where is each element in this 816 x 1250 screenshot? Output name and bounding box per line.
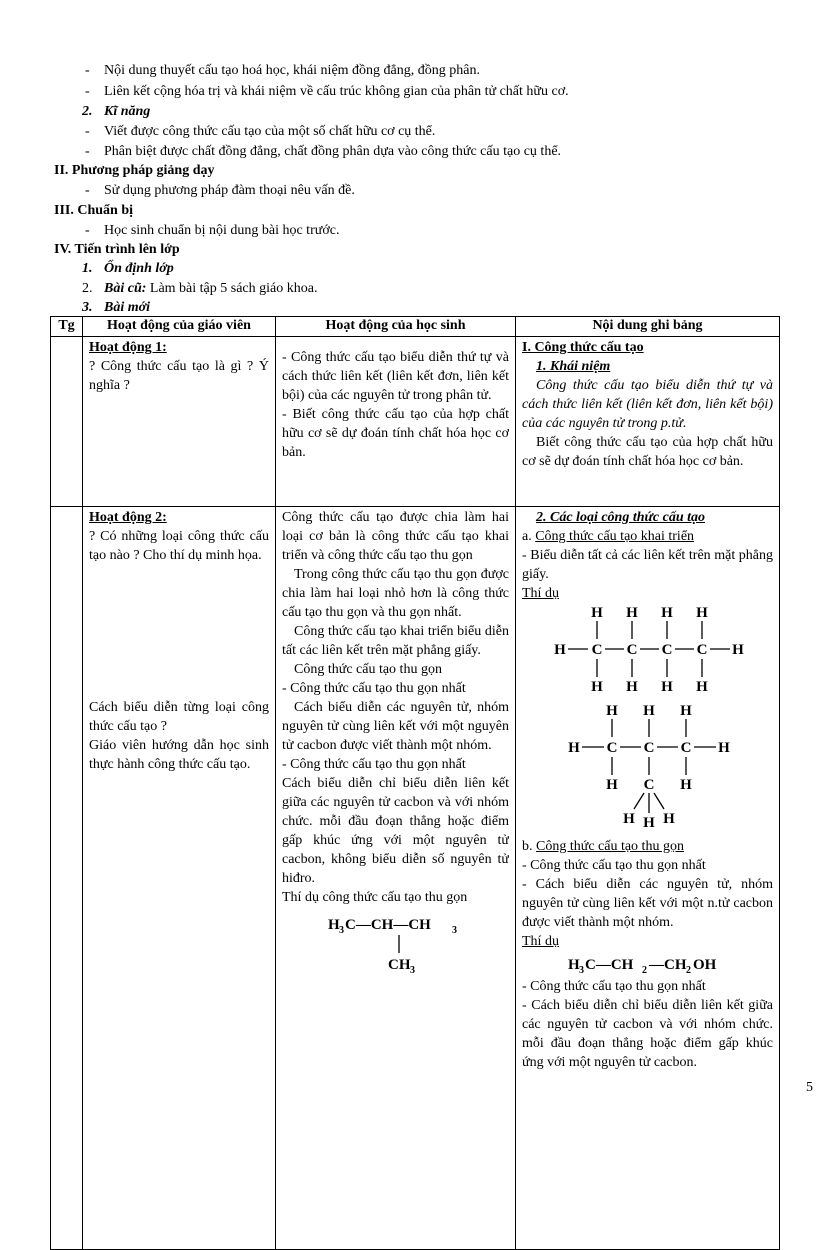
hydrogen-atom: H — [696, 679, 708, 695]
carbon-atom: C — [591, 642, 603, 658]
student-answer: Công thức cấu tạo khai triển biểu diễn tất các liên kết trên mặt phẳng giấy. — [282, 624, 509, 658]
carbon-atom: C — [661, 642, 673, 658]
hydrogen-atom: H — [718, 740, 730, 756]
formula-h: H — [568, 957, 580, 973]
board-paragraph: - Cách biểu diễn chỉ biểu diễn liên kết giữa các nguyên tử cacbon và với nhóm chức. mỗi đầu đoạn thẳng hoặc điểm gấp khúc ứng với một nguyên tử cacbon. — [522, 998, 773, 1070]
hydrogen-atom: H — [643, 703, 655, 719]
formula-main: —CH — [649, 957, 687, 973]
section-heading: II. Phương pháp giảng dạy — [54, 163, 215, 178]
step-title: Ổn định lớp — [104, 261, 174, 276]
intro-line: Liên kết cộng hóa trị và khái niệm về cấu trúc không gian của phân tử chất hữu cơ. — [104, 84, 569, 99]
bullet-dash: - — [85, 124, 90, 139]
step-title — [104, 279, 317, 298]
column-header: Hoạt động của học sinh — [276, 317, 516, 337]
hydrogen-atom: H — [663, 811, 675, 827]
student-answer: - Công thức cấu tạo thu gọn nhất — [282, 681, 466, 696]
example-label: Thí dụ — [522, 934, 559, 949]
hydrogen-atom: H — [626, 679, 638, 695]
time-cell — [51, 337, 83, 507]
formula-oh: OH — [693, 957, 717, 973]
isobutane-svg — [282, 907, 508, 977]
hydrogen-atom: H — [623, 811, 635, 827]
formula-subscript: 2 — [686, 965, 691, 976]
hydrogen-atom: H — [626, 605, 638, 621]
section-heading: III. Chuẩn bị — [54, 203, 133, 218]
board-item-prefix: b. — [522, 839, 536, 854]
teacher-question: Cách biểu diễn từng loại công thức cấu tạo ? — [89, 700, 269, 734]
hydrogen-atom: H — [606, 777, 618, 793]
skills-number: 2. — [82, 104, 93, 119]
hydrogen-atom: H — [661, 679, 673, 695]
intro-line: Viết được công thức cấu tạo của một số chất hữu cơ cụ thể. — [104, 124, 436, 139]
hydrogen-atom: H — [568, 740, 580, 756]
intro-line: Sử dụng phương pháp đàm thoại nêu vấn đề. — [104, 183, 355, 198]
carbon-atom: C — [680, 740, 692, 756]
board-subtitle — [522, 508, 773, 527]
carbon-atom: C — [696, 642, 708, 658]
hydrogen-atom: H — [732, 642, 744, 658]
student-answer: - Công thức cấu tạo thu gọn nhất — [282, 757, 466, 772]
student-cell — [276, 337, 516, 507]
board-item — [522, 837, 773, 856]
student-answer: Trong công thức cấu tạo thu gọn được chia làm hai loại nhỏ hơn là công thức cấu tạo thu gọn và thu gọn nhất. — [282, 567, 509, 620]
formula-subscript: 2 — [642, 965, 647, 976]
teacher-question: ? Có những loại công thức cấu tạo nào ? Cho thí dụ minh họa. — [89, 529, 269, 563]
bond-line — [654, 793, 664, 809]
skills-heading: Kĩ năng — [104, 104, 151, 119]
bullet-dash: - — [85, 144, 90, 159]
hydrogen-atom: H — [554, 642, 566, 658]
activity-title: Hoạt động 1: — [89, 340, 167, 355]
hydrogen-atom: H — [680, 703, 692, 719]
student-answer: Công thức cấu tạo thu gọn — [294, 662, 442, 677]
board-paragraph: - Công thức cấu tạo thu gọn nhất — [522, 979, 706, 994]
formula-subscript: 3 — [410, 965, 415, 976]
table-row — [51, 507, 780, 1250]
isobutane-expanded-svg — [522, 699, 773, 837]
intro-line: Nội dung thuyết cấu tạo hoá học, khái niệm đồng đẳng, đồng phân. — [104, 63, 480, 78]
hydrogen-atom: H — [661, 605, 673, 621]
column-header: Nội dung ghi bảng — [516, 317, 780, 337]
table-row — [51, 337, 780, 507]
isobutane-structural-formula — [522, 699, 773, 837]
hydrogen-atom: H — [591, 605, 603, 621]
formula-subscript: 3 — [339, 925, 344, 936]
board-section-title: I. Công thức cấu tạo — [522, 340, 644, 355]
carbon-atom: C — [643, 740, 655, 756]
example-label: Thí dụ — [522, 586, 559, 601]
intro-line: Học sinh chuẩn bị nội dung bài học trước. — [104, 223, 340, 238]
student-answer: Thí dụ công thức cấu tạo thu gọn — [282, 890, 468, 905]
hydrogen-atom: H — [680, 777, 692, 793]
board-paragraph: Biết công thức cấu tạo của hợp chất hữu cơ sẽ dự đoán tính chất hóa học cơ bản. — [522, 435, 773, 469]
formula-h: H — [328, 917, 340, 933]
carbon-atom: C — [643, 777, 655, 793]
board-item — [522, 527, 773, 546]
propanol-svg — [522, 951, 773, 977]
board-subtitle-text: 1. Khái niệm — [536, 359, 611, 374]
board-item-title: Công thức cấu tạo khai triển — [535, 529, 695, 544]
board-cell — [516, 507, 780, 1250]
student-answer: Cách biểu diễn các nguyên tử, nhóm nguyên tử cùng liên kết với một nguyên tử cacbon được viết thành một nhóm. — [282, 700, 509, 753]
formula-main: C—CH — [585, 957, 634, 973]
board-paragraph: - Cách biểu diễn các nguyên tử, nhóm nguyên tử cùng liên kết với một n.tử cacbon được viết thành một nhóm. — [522, 877, 773, 930]
board-paragraph: - Công thức cấu tạo thu gọn nhất — [522, 858, 706, 873]
butane-structural-formula — [522, 603, 773, 699]
propanol-formula — [522, 951, 773, 977]
teacher-question: ? Công thức cấu tạo là gì ? Ý nghĩa ? — [89, 359, 269, 393]
column-header: Hoạt động của giáo viên — [83, 317, 276, 337]
formula-branch: CH — [388, 957, 411, 973]
board-definition: Công thức cấu tạo biểu diễn thứ tự và cách thức liên kết (liên kết đơn, liên kết bội) của các nguyên tử trong p.tử. — [522, 378, 773, 431]
board-subtitle-text: 2. Các loại công thức cấu tạo — [536, 510, 705, 525]
student-answer: - Công thức cấu tạo biểu diễn thứ tự và cách thức liên kết (liên kết đơn, liên kết bội) của các nguyên tử trong phân tử. — [282, 350, 509, 403]
student-cell — [276, 507, 516, 1250]
formula-main: C—CH—CH — [345, 917, 431, 933]
student-answer: - Biết công thức cấu tạo của hợp chất hữu cơ sẽ dự đoán tính chất hóa học cơ bản. — [282, 407, 509, 460]
formula-subscript: 3 — [579, 965, 584, 976]
carbon-atom: C — [626, 642, 638, 658]
hydrogen-atom: H — [696, 605, 708, 621]
hydrogen-atom: H — [606, 703, 618, 719]
board-item-title: Công thức cấu tạo thu gọn — [536, 839, 684, 854]
hydrogen-atom: H — [643, 815, 655, 831]
bullet-dash: - — [85, 63, 90, 78]
student-answer: Công thức cấu tạo được chia làm hai loại cơ bản là công thức cấu tạo khai triển và công thức cấu tạo thu gọn — [282, 510, 509, 563]
hydrogen-atom: H — [591, 679, 603, 695]
lesson-table — [50, 316, 780, 1250]
bond-line — [634, 793, 644, 809]
teacher-cell — [83, 507, 276, 1250]
intro-line: Phân biệt được chất đồng đẳng, chất đồng phân dựa vào công thức cấu tạo cụ thể. — [104, 144, 562, 159]
step-label: Bài cũ: — [104, 281, 147, 296]
teacher-question: Giáo viên hướng dẫn học sinh thực hành công thức cấu tạo. — [89, 738, 269, 772]
bullet-dash: - — [85, 84, 90, 99]
step-number: 3. — [82, 300, 93, 315]
board-item-prefix: a. — [522, 529, 536, 544]
bullet-dash: - — [85, 223, 90, 238]
activity-title: Hoạt động 2: — [89, 510, 167, 525]
board-subtitle — [522, 357, 773, 376]
board-cell — [516, 337, 780, 507]
bullet-dash: - — [85, 183, 90, 198]
step-number: 1. — [82, 261, 93, 276]
butane-svg — [522, 603, 773, 699]
isobutane-formula — [282, 907, 509, 977]
section-heading: IV. Tiến trình lên lớp — [54, 242, 180, 257]
column-header: Tg — [51, 317, 83, 337]
page-number: 5 — [806, 1080, 813, 1095]
step-number: 2. — [82, 281, 93, 296]
teacher-cell — [83, 337, 276, 507]
step-title: Bài mới — [104, 300, 151, 315]
carbon-atom: C — [606, 740, 618, 756]
student-answer: Cách biểu diễn chỉ biểu diễn liên kết giữa các nguyên tử cacbon và với nhóm chức. mỗi đầu đoạn thẳng hoặc điểm gấp khúc ứng với một nguyên tử cacbon, không biểu diễn số nguyên tử hiđro. — [282, 776, 509, 886]
time-cell — [51, 507, 83, 1250]
formula-subscript: 3 — [452, 925, 457, 936]
table-header-row — [51, 317, 780, 337]
step-text: Làm bài tập 5 sách giáo khoa. — [146, 281, 318, 296]
board-paragraph: - Biểu diễn tất cả các liên kết trên mặt phẳng giấy. — [522, 548, 773, 582]
